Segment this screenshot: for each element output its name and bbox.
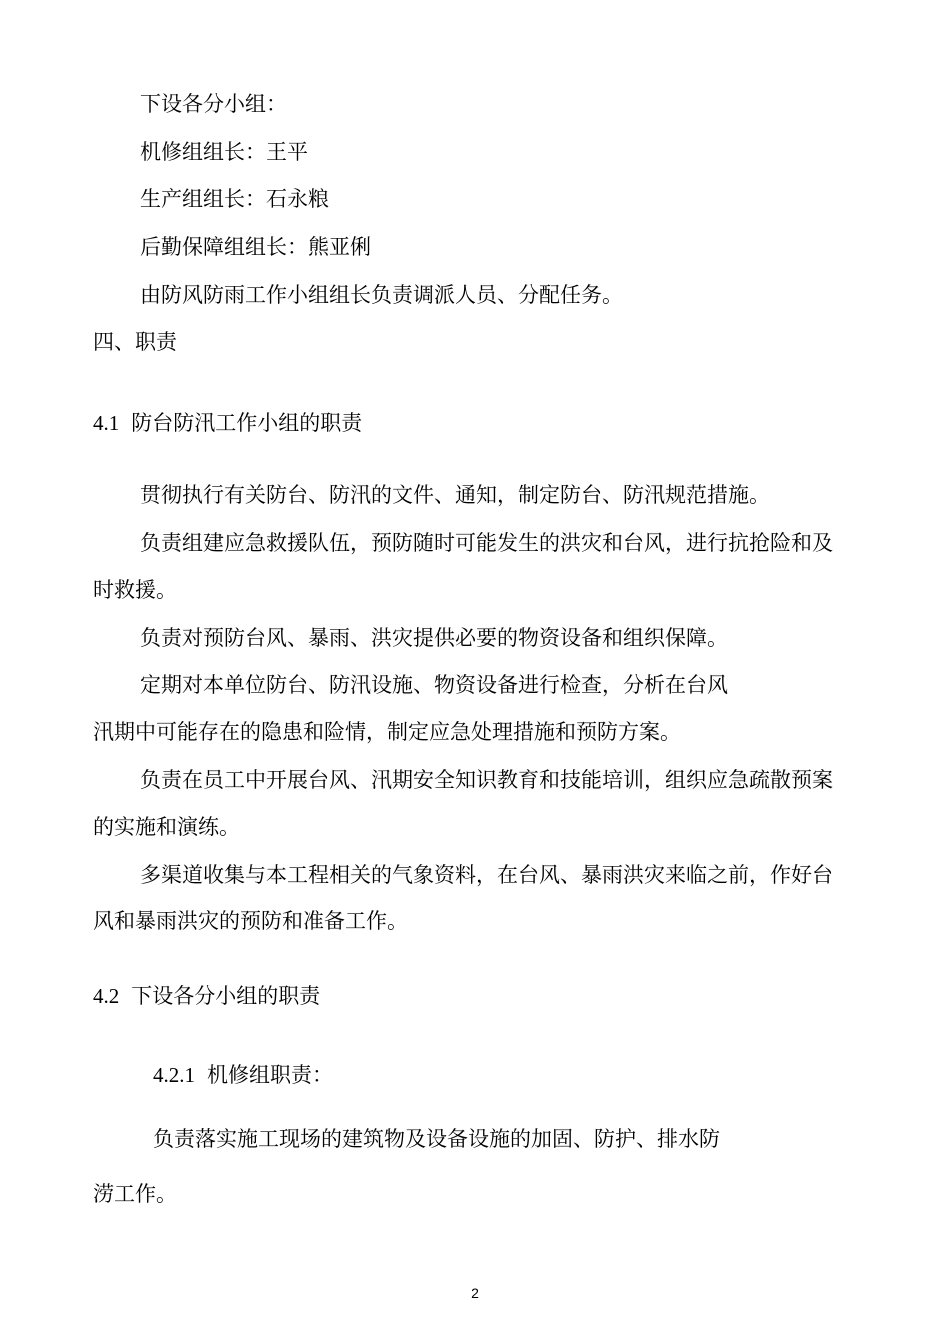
section-title: 下设各分小组的职责 xyxy=(131,984,321,1008)
section-heading-4-1 xyxy=(93,409,362,437)
section-title: 机修组职责： xyxy=(207,1063,333,1087)
paragraph-line: 负责落实施工现场的建筑物及设备设施的加固、防护、排水防 xyxy=(153,1127,720,1151)
page-number: 2 xyxy=(471,1285,479,1301)
section-title: 防台防汛工作小组的职责 xyxy=(131,411,363,435)
text-line: 由防风防雨工作小组组长负责调派人员、分配任务。 xyxy=(140,283,623,307)
paragraph-line: 负责在员工中开展台风、汛期安全知识教育和技能培训，组织应急疏散预案 xyxy=(140,768,833,792)
section-heading: 四、职责 xyxy=(93,330,177,354)
paragraph-line: 负责对预防台风、暴雨、洪灾提供必要的物资设备和组织保障。 xyxy=(140,626,728,650)
section-heading-4-2-1 xyxy=(153,1061,333,1089)
section-number: 4.1 xyxy=(93,411,120,435)
text-line: 下设各分小组： xyxy=(140,92,287,116)
paragraph-line: 负责组建应急救援队伍，预防随时可能发生的洪灾和台风，进行抗抢险和及 xyxy=(140,531,833,555)
text-line: 生产组组长：石永粮 xyxy=(140,187,329,211)
paragraph-line: 多渠道收集与本工程相关的气象资料，在台风、暴雨洪灾来临之前，作好台 xyxy=(140,863,833,887)
section-heading-4-2 xyxy=(93,982,320,1010)
section-number: 4.2 xyxy=(93,984,120,1008)
paragraph-line: 涝工作。 xyxy=(93,1182,177,1206)
paragraph-line: 的实施和演练。 xyxy=(93,815,240,839)
paragraph-line: 时救援。 xyxy=(93,578,177,602)
paragraph-line: 汛期中可能存在的隐患和险情，制定应急处理措施和预防方案。 xyxy=(93,720,681,744)
paragraph-line: 定期对本单位防台、防汛设施、物资设备进行检查，分析在台风 xyxy=(140,673,728,697)
section-number: 4.2.1 xyxy=(153,1063,195,1087)
text-line: 机修组组长：王平 xyxy=(140,140,308,164)
text-line: 后勤保障组组长：熊亚俐 xyxy=(140,235,371,259)
paragraph-line: 贯彻执行有关防台、防汛的文件、通知，制定防台、防汛规范措施。 xyxy=(140,483,770,507)
paragraph-line: 风和暴雨洪灾的预防和准备工作。 xyxy=(93,909,408,933)
